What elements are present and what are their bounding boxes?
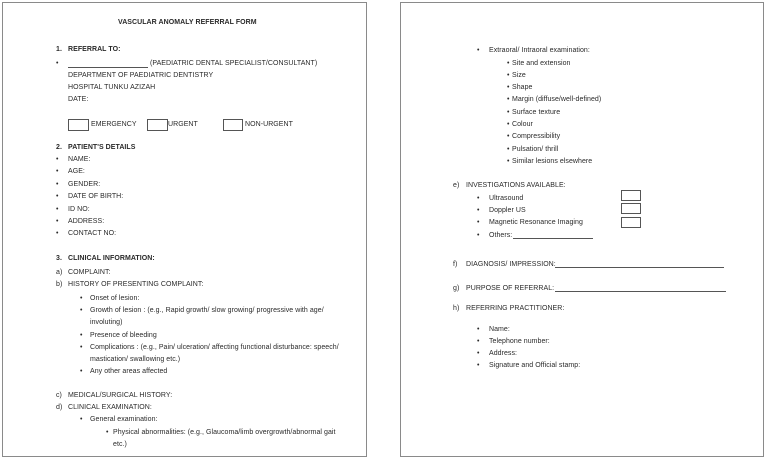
bullet-icon: • [477, 47, 480, 54]
practitioner-name-field[interactable]: Name: [489, 326, 510, 333]
colour-field[interactable]: Colour [512, 121, 533, 128]
surface-texture-field[interactable]: Surface texture [512, 109, 561, 116]
section-3-number: 3. [56, 255, 62, 262]
growth-field-cont: involuting) [90, 319, 123, 326]
extraoral-heading: Extraoral/ Intraoral examination: [489, 47, 590, 54]
patient-dob-field[interactable]: DATE OF BIRTH: [68, 193, 124, 200]
emergency-checkbox[interactable] [68, 119, 89, 131]
similar-lesions-field[interactable]: Similar lesions elsewhere [512, 158, 593, 165]
bullet-icon: • [477, 232, 480, 239]
bullet-icon: • [507, 72, 510, 79]
bullet-icon: • [477, 326, 480, 333]
patient-gender-field[interactable]: GENDER: [68, 181, 101, 188]
urgent-checkbox[interactable] [147, 119, 168, 131]
section-2-heading: PATIENT'S DETAILS [68, 144, 136, 151]
bullet-icon: • [56, 218, 59, 225]
ultrasound-checkbox[interactable] [621, 190, 641, 201]
diagnosis-label: DIAGNOSIS/ IMPRESSION: [466, 261, 556, 268]
bullet-icon: • [507, 84, 510, 91]
bullet-icon: • [80, 332, 83, 339]
bullet-icon: • [56, 168, 59, 175]
shape-field[interactable]: Shape [512, 84, 533, 91]
urgent-label: URGENT [168, 121, 198, 128]
site-field[interactable]: Site and extension [512, 60, 571, 67]
margin-field[interactable]: Margin (diffuse/well-defined) [512, 96, 602, 103]
patient-age-field[interactable]: AGE: [68, 168, 85, 175]
medical-history-field[interactable]: MEDICAL/SURGICAL HISTORY: [68, 392, 173, 399]
bullet-icon: • [56, 181, 59, 188]
others-label: Others: [489, 232, 513, 239]
purpose-label: PURPOSE OF REFERRAL: [466, 285, 555, 292]
item-e-marker: e) [453, 182, 460, 189]
bullet-icon: • [507, 146, 510, 153]
bullet-icon: • [80, 344, 83, 351]
item-g-marker: g) [453, 285, 460, 292]
bullet-icon: • [477, 219, 480, 226]
item-d-marker: d) [56, 404, 63, 411]
bullet-icon: • [507, 60, 510, 67]
bullet-icon: • [80, 307, 83, 314]
compressibility-field[interactable]: Compressibility [512, 133, 561, 140]
mri-checkbox[interactable] [621, 217, 641, 228]
patient-contact-field[interactable]: CONTACT NO: [68, 230, 117, 237]
practitioner-phone-field[interactable]: Telephone number: [489, 338, 550, 345]
physical-abnormalities-field[interactable]: Physical abnormalities: (e.g., Glaucoma/limb overgrowth/abnormal gait [113, 429, 336, 436]
bullet-icon: • [80, 295, 83, 302]
bullet-icon: • [477, 338, 480, 345]
bullet-icon: • [507, 109, 510, 116]
section-3-heading: CLINICAL INFORMATION: [68, 255, 155, 262]
non-urgent-checkbox[interactable] [223, 119, 243, 131]
mri-label: Magnetic Resonance Imaging [489, 219, 583, 226]
bullet-icon: • [56, 193, 59, 200]
specialist-label: (PAEDIATRIC DENTAL SPECIALIST/CONSULTANT) [150, 60, 318, 67]
other-areas-field[interactable]: Any other areas affected [90, 368, 168, 375]
bullet-icon: • [56, 60, 59, 67]
bullet-icon: • [477, 207, 480, 214]
size-field[interactable]: Size [512, 72, 526, 79]
purpose-field[interactable] [555, 291, 726, 292]
pulsation-field[interactable]: Pulsation/ thrill [512, 146, 559, 153]
diagnosis-field[interactable] [555, 267, 724, 268]
doppler-label: Doppler US [489, 207, 526, 214]
signature-stamp-field[interactable]: Signature and Official stamp: [489, 362, 581, 369]
bullet-icon: • [56, 206, 59, 213]
complaint-field[interactable]: COMPLAINT: [68, 269, 111, 276]
non-urgent-label: NON-URGENT [245, 121, 293, 128]
doppler-checkbox[interactable] [621, 203, 641, 214]
bullet-icon: • [507, 133, 510, 140]
bullet-icon: • [80, 368, 83, 375]
complications-field[interactable]: Complications : (e.g., Pain/ ulceration/ affecting functional disturbance: speech/ [90, 344, 339, 351]
practitioner-address-field[interactable]: Address: [489, 350, 518, 357]
specialist-name-field[interactable] [68, 67, 148, 68]
ultrasound-label: Ultrasound [489, 195, 524, 202]
physical-abnormalities-cont: etc.) [113, 441, 127, 448]
bullet-icon: • [507, 158, 510, 165]
item-f-marker: f) [453, 261, 458, 268]
item-c-marker: c) [56, 392, 62, 399]
others-field[interactable] [513, 238, 593, 239]
section-1-number: 1. [56, 46, 62, 53]
date-label: DATE: [68, 96, 89, 103]
bullet-icon: • [56, 156, 59, 163]
form-title: VASCULAR ANOMALY REFERRAL FORM [118, 19, 257, 26]
history-heading: HISTORY OF PRESENTING COMPLAINT: [68, 281, 204, 288]
patient-address-field[interactable]: ADDRESS: [68, 218, 105, 225]
item-a-marker: a) [56, 269, 63, 276]
complications-field-cont: mastication/ swallowing etc.) [90, 356, 181, 363]
hospital-label: HOSPITAL TUNKU AZIZAH [68, 84, 156, 91]
bullet-icon: • [477, 362, 480, 369]
referring-practitioner-heading: REFERRING PRACTITIONER: [466, 305, 565, 312]
item-b-marker: b) [56, 281, 63, 288]
bleeding-field[interactable]: Presence of bleeding [90, 332, 157, 339]
item-h-marker: h) [453, 305, 460, 312]
patient-name-field[interactable]: NAME: [68, 156, 91, 163]
bullet-icon: • [507, 121, 510, 128]
page-2 [400, 2, 764, 457]
clinical-exam-heading: CLINICAL EXAMINATION: [68, 404, 152, 411]
bullet-icon: • [507, 96, 510, 103]
bullet-icon: • [80, 416, 83, 423]
section-1-heading: REFERRAL TO: [68, 46, 121, 53]
growth-field[interactable]: Growth of lesion : (e.g., Rapid growth/ slow growing/ progressive with age/ [90, 307, 324, 314]
bullet-icon: • [106, 429, 109, 436]
bullet-icon: • [477, 195, 480, 202]
onset-field[interactable]: Onset of lesion: [90, 295, 140, 302]
bullet-icon: • [477, 350, 480, 357]
department-label: DEPARTMENT OF PAEDIATRIC DENTISTRY [68, 72, 214, 79]
section-2-number: 2. [56, 144, 62, 151]
emergency-label: EMERGENCY [91, 121, 137, 128]
bullet-icon: • [56, 230, 59, 237]
general-exam-label: General examination: [90, 416, 158, 423]
patient-id-field[interactable]: ID NO: [68, 206, 90, 213]
investigations-heading: INVESTIGATIONS AVAILABLE: [466, 182, 566, 189]
